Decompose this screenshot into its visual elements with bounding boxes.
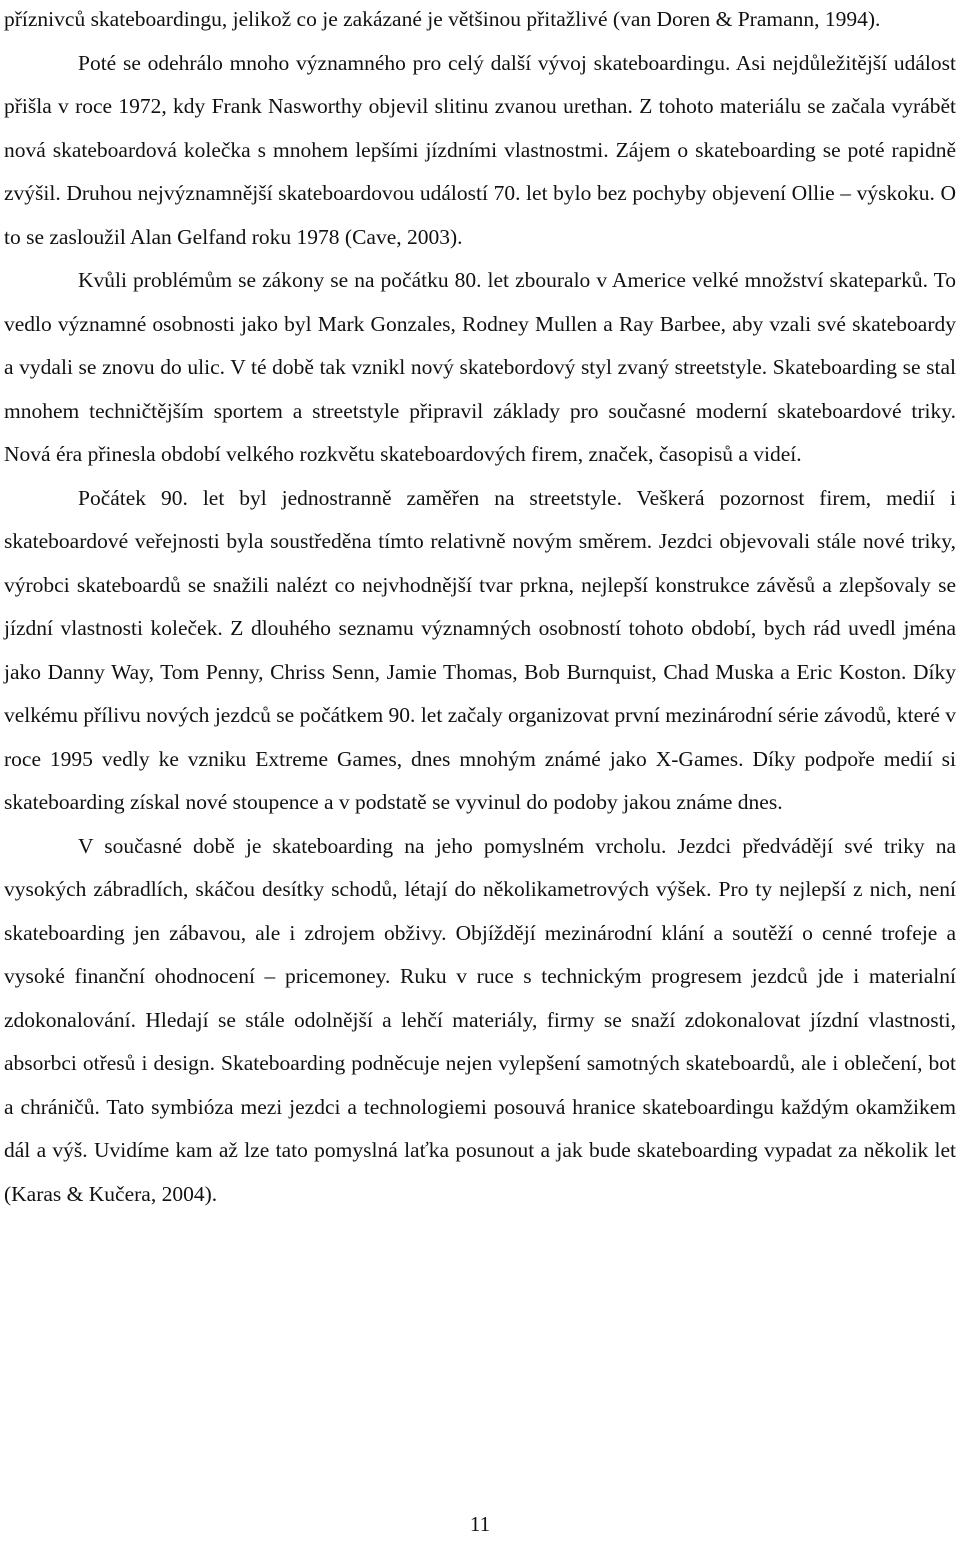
sentence: Skateboarding se stal mnohem techničtějším sportem a streetstyle připravil základy pro současné moderní skateboardové triky. bbox=[4, 355, 956, 423]
sentence: Poté se odehrálo mnoho významného pro celý další vývoj skateboardingu. Asi nejdůležitější událost přišla v roce 1972, kdy Frank Nasworthy objevil slitinu zvanou urethan. bbox=[4, 50, 956, 118]
paragraph bbox=[4, 825, 956, 1217]
sentence: Počátek 90. let byl jednostranně zaměřen na streetstyle. bbox=[78, 485, 637, 510]
sentence: To vedlo významné osobnosti jako byl Mark Gonzales, Rodney Mullen a Ray Barbee, aby vzali své skateboardy a vydali se znovu do ulic. bbox=[4, 268, 956, 379]
sentence: Nová éra přinesla období velkého rozkvětu skateboardových firem, značek, časopisů a videí. bbox=[4, 442, 802, 466]
page-number: 11 bbox=[469, 1512, 491, 1536]
sentence: O to se zasloužil Alan Gelfand roku 1978 (Cave, 2003). bbox=[4, 181, 957, 249]
sentence: Objíždějí mezinárodní klání a soutěží o cenné trofeje a vysoké finanční ohodnocení – pricemoney. bbox=[4, 920, 956, 988]
sentence: Veškerá pozornost firem, medií i skateboardové veřejnosti byla soustředěna tímto relativně novým směrem. bbox=[4, 485, 957, 553]
sentence: Jezdci objevovali stále nové triky, výrobci skateboardů se snažili nalézt co nejvhodnější tvar prkna, nejlepší konstrukce závěsů a zlepšovaly se jízdní vlastnosti koleček. bbox=[4, 529, 956, 640]
sentence: Kvůli problémům se zákony se na počátku 80. let zbouralo v Americe velké množství skateparků. bbox=[78, 268, 934, 292]
sentence: Tato symbióza mezi jezdci a technologiemi posouvá hranice skateboardingu každým okamžikem dál a výš. bbox=[4, 1094, 956, 1162]
paragraph bbox=[4, 0, 956, 42]
sentence: Uvidíme kam až lze tato pomyslná laťka posunout a jak bude skateboarding vypadat za několik let (Karas & Kučera, 2004). bbox=[4, 1138, 956, 1206]
sentence: Hledají se stále odolnější a lehčí materiály, firmy se snaží zdokonalovat jízdní vlastnosti, absorbci otřesů i design. bbox=[4, 1007, 956, 1075]
sentence: Z dlouhého seznamu významných osobností tohoto období, bych rád uvedl jména jako Danny Way, Tom Penny, Chriss Senn, Jamie Thomas, Bob Burnquist, Chad Muska a Eric Koston. bbox=[4, 616, 956, 684]
sentence: Zájem o skateboarding se poté rapidně zvýšil. bbox=[4, 137, 957, 205]
body-text bbox=[4, 0, 956, 1216]
paragraph bbox=[4, 42, 956, 260]
sentence: Díky podpoře medií si skateboarding získal nové stoupence a v podstatě se vyvinul do podoby jakou známe dnes. bbox=[4, 746, 956, 814]
sentence: Ruku v ruce s technickým progresem jezdců jde i materialní zdokonalování. bbox=[4, 964, 956, 1032]
sentence: příznivců skateboardingu, jelikož co je zakázané je většinou přitažlivé (van Doren & Pramann, 1994). bbox=[4, 7, 881, 31]
sentence: V současné době je skateboarding na jeho pomyslném vrcholu. bbox=[78, 833, 678, 858]
sentence: Díky velkému přílivu nových jezdců se počátkem 90. let začaly organizovat první mezinárodní série závodů, které v roce 1995 vedly ke vzniku Extreme Games, dnes mnohým známé jako X-Games. bbox=[4, 659, 956, 771]
sentence: Jezdci předvádějí své triky na vysokých zábradlích, skáčou desítky schodů, létají do několikametrových výšek. bbox=[4, 833, 956, 901]
sentence: Z tohoto materiálu se začala vyrábět nová skateboardová kolečka s mnohem lepšími jízdními vlastnostmi. bbox=[4, 94, 957, 162]
sentence: V té době tak vznikl nový skatebordový styl zvaný streetstyle. bbox=[230, 355, 773, 379]
sentence: Druhou nejvýznamnější skateboardovou událostí 70. let bylo bez pochyby objevení Ollie – výskoku. bbox=[66, 181, 941, 205]
sentence: Skateboarding podněcuje nejen vylepšení samotných skateboardů, ale i oblečení, bot a chráničů. bbox=[4, 1051, 956, 1119]
sentence: Pro ty nejlepší z nich, není skateboarding jen zábavou, ale i zdrojem obživy. bbox=[4, 877, 956, 945]
paragraph bbox=[4, 477, 956, 825]
paragraph bbox=[4, 259, 956, 477]
